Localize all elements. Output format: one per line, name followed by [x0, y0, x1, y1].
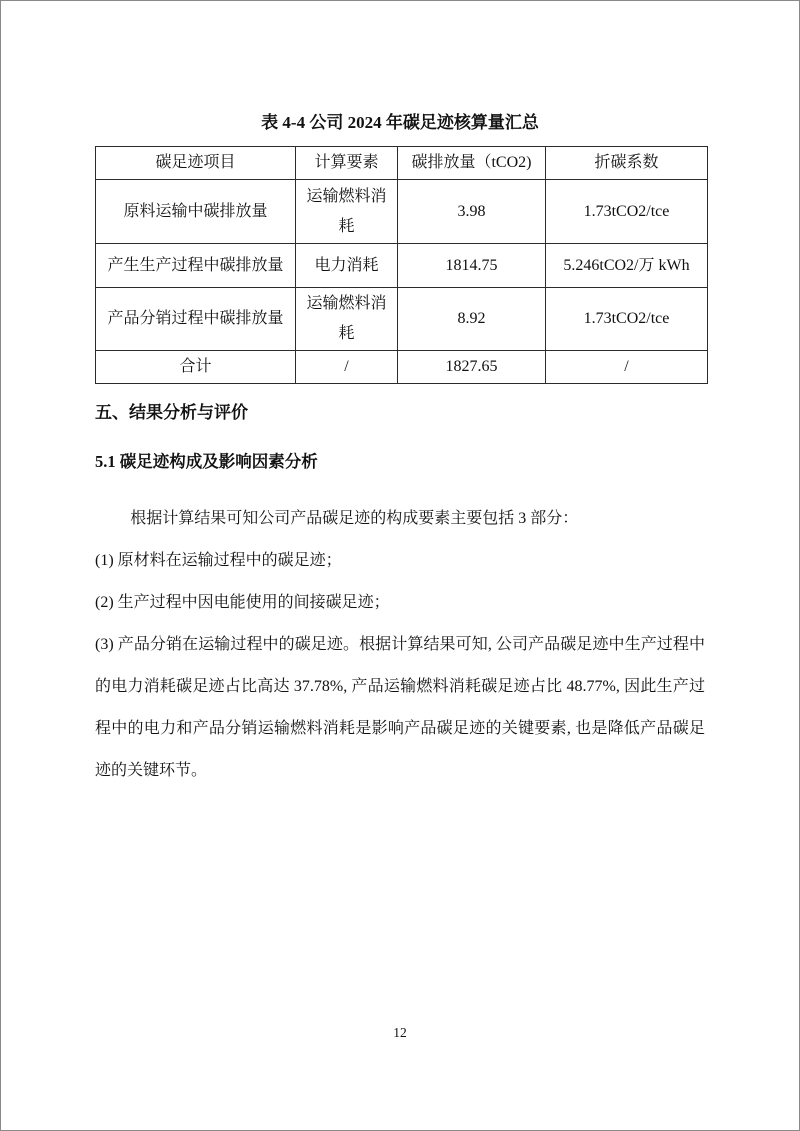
cell-emission: 3.98: [398, 180, 546, 244]
table-row-total: [96, 351, 708, 384]
cell-emission: 1814.75: [398, 244, 546, 288]
table-row-product-distribution: [96, 288, 708, 351]
cell-item: 产生生产过程中碳排放量: [96, 244, 296, 288]
cell-emission: 8.92: [398, 288, 546, 351]
table-row-production-process: [96, 244, 708, 288]
cell-factor: 电力消耗: [296, 244, 398, 288]
cell-coefficient: /: [546, 351, 708, 384]
list-item-2: (2) 生产过程中因电能使用的间接碳足迹；: [95, 594, 390, 611]
cell-item: 原料运输中碳排放量: [96, 180, 296, 244]
page-number: 12: [393, 1025, 407, 1040]
cell-coefficient: 1.73tCO2/tce: [546, 288, 708, 351]
col-header-footprint-item: 碳足迹项目: [96, 147, 296, 180]
carbon-footprint-summary-table: [95, 146, 708, 384]
cell-factor: /: [296, 351, 398, 384]
cell-factor: 运输燃料消耗: [296, 288, 398, 351]
table-caption: 表 4-4 公司 2024 年碳足迹核算量汇总: [261, 113, 539, 132]
col-header-emission-amount: 碳排放量（tCO2): [398, 147, 546, 180]
list-item-1: (1) 原材料在运输过程中的碳足迹；: [95, 552, 342, 569]
cell-total-label: 合计: [96, 351, 296, 384]
cell-factor: 运输燃料消耗: [296, 180, 398, 244]
table-row-raw-material-transport: [96, 180, 708, 244]
cell-coefficient: 5.246tCO2/万 kWh: [546, 244, 708, 288]
list-item-3-analysis: (3) 产品分销在运输过程中的碳足迹。根据计算结果可知, 公司产品碳足迹中生产过程中的电力消耗碳足迹占比高达 37.78%, 产品运输燃料消耗碳足迹占比 48.77%, 因此生产过程中的电力和产品分销运输燃料消耗是影响产品碳足迹的关键要素, 也是降低产品碳足迹的关键环节。: [95, 636, 705, 779]
cell-emission: 1827.65: [398, 351, 546, 384]
cell-item: 产品分销过程中碳排放量: [96, 288, 296, 351]
page-content: [1, 111, 799, 792]
paragraph-intro: 根据计算结果可知公司产品碳足迹的构成要素主要包括 3 部分：: [130, 510, 579, 527]
section-heading-results-analysis: 五、结果分析与评价: [95, 403, 248, 422]
table-header-row: [96, 147, 708, 180]
col-header-carbon-coefficient: 折碳系数: [546, 147, 708, 180]
cell-coefficient: 1.73tCO2/tce: [546, 180, 708, 244]
col-header-calc-factor: 计算要素: [296, 147, 398, 180]
subsection-heading-footprint-composition: 5.1 碳足迹构成及影响因素分析: [95, 452, 318, 471]
